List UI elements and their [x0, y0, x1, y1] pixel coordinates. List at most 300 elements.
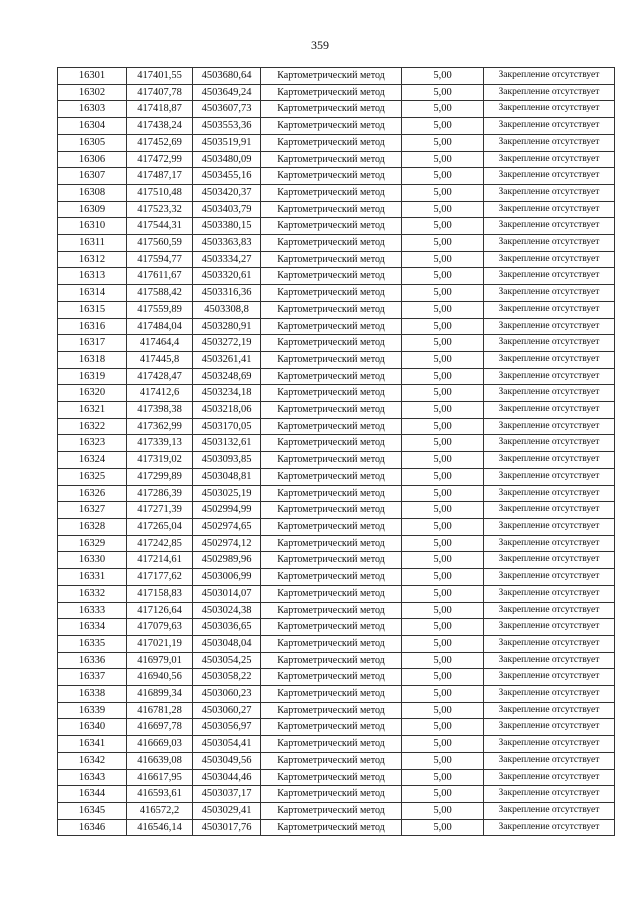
method-cell: Картометрический метод	[261, 218, 402, 235]
fixing-cell: Закрепление отсутствует	[484, 468, 615, 485]
y-coordinate-cell: 4503044,46	[193, 769, 261, 786]
table-row	[58, 351, 615, 368]
y-coordinate-cell: 4503455,16	[193, 168, 261, 185]
method-cell: Картометрический метод	[261, 585, 402, 602]
method-cell: Картометрический метод	[261, 452, 402, 469]
point-number-cell: 16346	[58, 819, 127, 836]
point-number-cell: 16333	[58, 602, 127, 619]
x-coordinate-cell: 417362,99	[127, 418, 193, 435]
x-coordinate-cell: 416669,03	[127, 736, 193, 753]
method-cell: Картометрический метод	[261, 686, 402, 703]
fixing-cell: Закрепление отсутствует	[484, 569, 615, 586]
y-coordinate-cell: 4503048,04	[193, 635, 261, 652]
fixing-cell: Закрепление отсутствует	[484, 619, 615, 636]
y-coordinate-cell: 4503320,61	[193, 268, 261, 285]
point-number-cell: 16322	[58, 418, 127, 435]
accuracy-cell: 5,00	[402, 218, 484, 235]
y-coordinate-cell: 4503420,37	[193, 184, 261, 201]
point-number-cell: 16309	[58, 201, 127, 218]
point-number-cell: 16328	[58, 518, 127, 535]
x-coordinate-cell: 417319,02	[127, 452, 193, 469]
point-number-cell: 16305	[58, 134, 127, 151]
x-coordinate-cell: 416899,34	[127, 686, 193, 703]
y-coordinate-cell: 4503363,83	[193, 235, 261, 252]
method-cell: Картометрический метод	[261, 602, 402, 619]
point-number-cell: 16336	[58, 652, 127, 669]
x-coordinate-cell: 417559,89	[127, 301, 193, 318]
fixing-cell: Закрепление отсутствует	[484, 218, 615, 235]
point-number-cell: 16334	[58, 619, 127, 636]
accuracy-cell: 5,00	[402, 569, 484, 586]
y-coordinate-cell: 4503334,27	[193, 251, 261, 268]
point-number-cell: 16327	[58, 502, 127, 519]
accuracy-cell: 5,00	[402, 151, 484, 168]
accuracy-cell: 5,00	[402, 468, 484, 485]
fixing-cell: Закрепление отсутствует	[484, 686, 615, 703]
fixing-cell: Закрепление отсутствует	[484, 235, 615, 252]
accuracy-cell: 5,00	[402, 702, 484, 719]
method-cell: Картометрический метод	[261, 719, 402, 736]
point-number-cell: 16325	[58, 468, 127, 485]
y-coordinate-cell: 4503308,8	[193, 301, 261, 318]
method-cell: Картометрический метод	[261, 385, 402, 402]
point-number-cell: 16331	[58, 569, 127, 586]
coordinates-table	[57, 67, 615, 836]
table-row	[58, 184, 615, 201]
method-cell: Картометрический метод	[261, 819, 402, 836]
fixing-cell: Закрепление отсутствует	[484, 819, 615, 836]
fixing-cell: Закрепление отсутствует	[484, 786, 615, 803]
y-coordinate-cell: 4503060,23	[193, 686, 261, 703]
method-cell: Картометрический метод	[261, 569, 402, 586]
fixing-cell: Закрепление отсутствует	[484, 118, 615, 135]
method-cell: Картометрический метод	[261, 619, 402, 636]
accuracy-cell: 5,00	[402, 686, 484, 703]
method-cell: Картометрический метод	[261, 786, 402, 803]
point-number-cell: 16344	[58, 786, 127, 803]
x-coordinate-cell: 417452,69	[127, 134, 193, 151]
fixing-cell: Закрепление отсутствует	[484, 502, 615, 519]
accuracy-cell: 5,00	[402, 635, 484, 652]
accuracy-cell: 5,00	[402, 402, 484, 419]
x-coordinate-cell: 417510,48	[127, 184, 193, 201]
point-number-cell: 16340	[58, 719, 127, 736]
table-row	[58, 285, 615, 302]
table-row	[58, 235, 615, 252]
table-row	[58, 585, 615, 602]
y-coordinate-cell: 4503680,64	[193, 68, 261, 85]
y-coordinate-cell: 4503380,15	[193, 218, 261, 235]
method-cell: Картометрический метод	[261, 736, 402, 753]
fixing-cell: Закрепление отсутствует	[484, 84, 615, 101]
accuracy-cell: 5,00	[402, 602, 484, 619]
table-row	[58, 719, 615, 736]
accuracy-cell: 5,00	[402, 802, 484, 819]
fixing-cell: Закрепление отсутствует	[484, 301, 615, 318]
table-row	[58, 619, 615, 636]
point-number-cell: 16304	[58, 118, 127, 135]
accuracy-cell: 5,00	[402, 452, 484, 469]
x-coordinate-cell: 417445,8	[127, 351, 193, 368]
method-cell: Картометрический метод	[261, 351, 402, 368]
table-row	[58, 569, 615, 586]
method-cell: Картометрический метод	[261, 118, 402, 135]
coordinates-table-body	[58, 68, 615, 836]
point-number-cell: 16330	[58, 552, 127, 569]
accuracy-cell: 5,00	[402, 351, 484, 368]
y-coordinate-cell: 4503480,09	[193, 151, 261, 168]
accuracy-cell: 5,00	[402, 268, 484, 285]
method-cell: Картометрический метод	[261, 418, 402, 435]
y-coordinate-cell: 4503234,18	[193, 385, 261, 402]
table-row	[58, 134, 615, 151]
point-number-cell: 16319	[58, 368, 127, 385]
y-coordinate-cell: 4503132,61	[193, 435, 261, 452]
x-coordinate-cell: 416979,01	[127, 652, 193, 669]
point-number-cell: 16335	[58, 635, 127, 652]
point-number-cell: 16308	[58, 184, 127, 201]
method-cell: Картометрический метод	[261, 435, 402, 452]
point-number-cell: 16313	[58, 268, 127, 285]
method-cell: Картометрический метод	[261, 368, 402, 385]
accuracy-cell: 5,00	[402, 318, 484, 335]
table-row	[58, 485, 615, 502]
x-coordinate-cell: 417560,59	[127, 235, 193, 252]
accuracy-cell: 5,00	[402, 134, 484, 151]
method-cell: Картометрический метод	[261, 68, 402, 85]
x-coordinate-cell: 417398,38	[127, 402, 193, 419]
point-number-cell: 16332	[58, 585, 127, 602]
y-coordinate-cell: 4503403,79	[193, 201, 261, 218]
table-row	[58, 218, 615, 235]
point-number-cell: 16311	[58, 235, 127, 252]
method-cell: Картометрический метод	[261, 502, 402, 519]
y-coordinate-cell: 4503261,41	[193, 351, 261, 368]
table-row	[58, 518, 615, 535]
x-coordinate-cell: 417484,04	[127, 318, 193, 335]
x-coordinate-cell: 416572,2	[127, 802, 193, 819]
y-coordinate-cell: 4503060,27	[193, 702, 261, 719]
x-coordinate-cell: 417588,42	[127, 285, 193, 302]
method-cell: Картометрический метод	[261, 285, 402, 302]
table-row	[58, 301, 615, 318]
point-number-cell: 16316	[58, 318, 127, 335]
x-coordinate-cell: 417401,55	[127, 68, 193, 85]
method-cell: Картометрический метод	[261, 84, 402, 101]
y-coordinate-cell: 4503029,41	[193, 802, 261, 819]
x-coordinate-cell: 417286,39	[127, 485, 193, 502]
accuracy-cell: 5,00	[402, 552, 484, 569]
point-number-cell: 16337	[58, 669, 127, 686]
y-coordinate-cell: 4503056,97	[193, 719, 261, 736]
point-number-cell: 16317	[58, 335, 127, 352]
y-coordinate-cell: 4502994,99	[193, 502, 261, 519]
table-row	[58, 452, 615, 469]
y-coordinate-cell: 4503248,69	[193, 368, 261, 385]
x-coordinate-cell: 417544,31	[127, 218, 193, 235]
accuracy-cell: 5,00	[402, 719, 484, 736]
fixing-cell: Закрепление отсутствует	[484, 635, 615, 652]
point-number-cell: 16321	[58, 402, 127, 419]
accuracy-cell: 5,00	[402, 518, 484, 535]
accuracy-cell: 5,00	[402, 435, 484, 452]
point-number-cell: 16342	[58, 752, 127, 769]
table-row	[58, 168, 615, 185]
method-cell: Картометрический метод	[261, 802, 402, 819]
fixing-cell: Закрепление отсутствует	[484, 602, 615, 619]
y-coordinate-cell: 4503054,41	[193, 736, 261, 753]
accuracy-cell: 5,00	[402, 502, 484, 519]
x-coordinate-cell: 417472,99	[127, 151, 193, 168]
x-coordinate-cell: 417464,4	[127, 335, 193, 352]
x-coordinate-cell: 417418,87	[127, 101, 193, 118]
table-row	[58, 68, 615, 85]
table-row	[58, 368, 615, 385]
table-row	[58, 552, 615, 569]
table-row	[58, 786, 615, 803]
y-coordinate-cell: 4503607,73	[193, 101, 261, 118]
accuracy-cell: 5,00	[402, 184, 484, 201]
accuracy-cell: 5,00	[402, 285, 484, 302]
accuracy-cell: 5,00	[402, 585, 484, 602]
fixing-cell: Закрепление отсутствует	[484, 134, 615, 151]
y-coordinate-cell: 4503024,38	[193, 602, 261, 619]
y-coordinate-cell: 4503519,91	[193, 134, 261, 151]
accuracy-cell: 5,00	[402, 368, 484, 385]
table-row	[58, 435, 615, 452]
fixing-cell: Закрепление отсутствует	[484, 251, 615, 268]
table-row	[58, 84, 615, 101]
table-row	[58, 468, 615, 485]
y-coordinate-cell: 4502974,65	[193, 518, 261, 535]
x-coordinate-cell: 417407,78	[127, 84, 193, 101]
point-number-cell: 16307	[58, 168, 127, 185]
fixing-cell: Закрепление отсутствует	[484, 719, 615, 736]
y-coordinate-cell: 4503316,36	[193, 285, 261, 302]
point-number-cell: 16329	[58, 535, 127, 552]
table-row	[58, 602, 615, 619]
method-cell: Картометрический метод	[261, 251, 402, 268]
y-coordinate-cell: 4503014,07	[193, 585, 261, 602]
table-row	[58, 268, 615, 285]
fixing-cell: Закрепление отсутствует	[484, 736, 615, 753]
fixing-cell: Закрепление отсутствует	[484, 518, 615, 535]
table-row	[58, 418, 615, 435]
point-number-cell: 16324	[58, 452, 127, 469]
method-cell: Картометрический метод	[261, 535, 402, 552]
table-row	[58, 652, 615, 669]
method-cell: Картометрический метод	[261, 652, 402, 669]
x-coordinate-cell: 417177,62	[127, 569, 193, 586]
accuracy-cell: 5,00	[402, 235, 484, 252]
fixing-cell: Закрепление отсутствует	[484, 669, 615, 686]
x-coordinate-cell: 416781,28	[127, 702, 193, 719]
fixing-cell: Закрепление отсутствует	[484, 335, 615, 352]
table-row	[58, 535, 615, 552]
accuracy-cell: 5,00	[402, 418, 484, 435]
x-coordinate-cell: 416593,61	[127, 786, 193, 803]
point-number-cell: 16315	[58, 301, 127, 318]
point-number-cell: 16314	[58, 285, 127, 302]
point-number-cell: 16303	[58, 101, 127, 118]
x-coordinate-cell: 417126,64	[127, 602, 193, 619]
table-row	[58, 686, 615, 703]
table-row	[58, 335, 615, 352]
y-coordinate-cell: 4503006,99	[193, 569, 261, 586]
method-cell: Картометрический метод	[261, 335, 402, 352]
point-number-cell: 16339	[58, 702, 127, 719]
fixing-cell: Закрепление отсутствует	[484, 552, 615, 569]
table-row	[58, 769, 615, 786]
table-row	[58, 201, 615, 218]
method-cell: Картометрический метод	[261, 402, 402, 419]
y-coordinate-cell: 4503272,19	[193, 335, 261, 352]
accuracy-cell: 5,00	[402, 736, 484, 753]
method-cell: Картометрический метод	[261, 268, 402, 285]
fixing-cell: Закрепление отсутствует	[484, 802, 615, 819]
table-row	[58, 502, 615, 519]
table-row	[58, 118, 615, 135]
accuracy-cell: 5,00	[402, 485, 484, 502]
x-coordinate-cell: 416940,56	[127, 669, 193, 686]
accuracy-cell: 5,00	[402, 301, 484, 318]
table-row	[58, 736, 615, 753]
point-number-cell: 16345	[58, 802, 127, 819]
accuracy-cell: 5,00	[402, 769, 484, 786]
x-coordinate-cell: 417265,04	[127, 518, 193, 535]
y-coordinate-cell: 4502989,96	[193, 552, 261, 569]
accuracy-cell: 5,00	[402, 101, 484, 118]
fixing-cell: Закрепление отсутствует	[484, 418, 615, 435]
accuracy-cell: 5,00	[402, 68, 484, 85]
table-row	[58, 669, 615, 686]
table-row	[58, 702, 615, 719]
point-number-cell: 16341	[58, 736, 127, 753]
point-number-cell: 16326	[58, 485, 127, 502]
point-number-cell: 16318	[58, 351, 127, 368]
accuracy-cell: 5,00	[402, 118, 484, 135]
method-cell: Картометрический метод	[261, 134, 402, 151]
y-coordinate-cell: 4503049,56	[193, 752, 261, 769]
x-coordinate-cell: 417438,24	[127, 118, 193, 135]
x-coordinate-cell: 417523,32	[127, 201, 193, 218]
fixing-cell: Закрепление отсутствует	[484, 285, 615, 302]
y-coordinate-cell: 4503093,85	[193, 452, 261, 469]
accuracy-cell: 5,00	[402, 535, 484, 552]
table-row	[58, 802, 615, 819]
x-coordinate-cell: 417242,85	[127, 535, 193, 552]
x-coordinate-cell: 417021,19	[127, 635, 193, 652]
point-number-cell: 16343	[58, 769, 127, 786]
fixing-cell: Закрепление отсутствует	[484, 452, 615, 469]
fixing-cell: Закрепление отсутствует	[484, 268, 615, 285]
y-coordinate-cell: 4503170,05	[193, 418, 261, 435]
accuracy-cell: 5,00	[402, 84, 484, 101]
accuracy-cell: 5,00	[402, 335, 484, 352]
fixing-cell: Закрепление отсутствует	[484, 201, 615, 218]
method-cell: Картометрический метод	[261, 752, 402, 769]
table-row	[58, 819, 615, 836]
x-coordinate-cell: 417339,13	[127, 435, 193, 452]
point-number-cell: 16310	[58, 218, 127, 235]
x-coordinate-cell: 417079,63	[127, 619, 193, 636]
point-number-cell: 16302	[58, 84, 127, 101]
fixing-cell: Закрепление отсутствует	[484, 351, 615, 368]
point-number-cell: 16301	[58, 68, 127, 85]
fixing-cell: Закрепление отсутствует	[484, 184, 615, 201]
y-coordinate-cell: 4503037,17	[193, 786, 261, 803]
table-row	[58, 752, 615, 769]
method-cell: Картометрический метод	[261, 669, 402, 686]
fixing-cell: Закрепление отсутствует	[484, 402, 615, 419]
y-coordinate-cell: 4503280,91	[193, 318, 261, 335]
y-coordinate-cell: 4503025,19	[193, 485, 261, 502]
method-cell: Картометрический метод	[261, 235, 402, 252]
point-number-cell: 16320	[58, 385, 127, 402]
x-coordinate-cell: 416639,08	[127, 752, 193, 769]
fixing-cell: Закрепление отсутствует	[484, 151, 615, 168]
table-row	[58, 385, 615, 402]
x-coordinate-cell: 417271,39	[127, 502, 193, 519]
accuracy-cell: 5,00	[402, 251, 484, 268]
x-coordinate-cell: 416697,78	[127, 719, 193, 736]
y-coordinate-cell: 4503017,76	[193, 819, 261, 836]
point-number-cell: 16306	[58, 151, 127, 168]
fixing-cell: Закрепление отсутствует	[484, 435, 615, 452]
fixing-cell: Закрепление отсутствует	[484, 168, 615, 185]
point-number-cell: 16323	[58, 435, 127, 452]
method-cell: Картометрический метод	[261, 151, 402, 168]
method-cell: Картометрический метод	[261, 301, 402, 318]
x-coordinate-cell: 416546,14	[127, 819, 193, 836]
fixing-cell: Закрепление отсутствует	[484, 535, 615, 552]
table-row	[58, 635, 615, 652]
method-cell: Картометрический метод	[261, 468, 402, 485]
table-row	[58, 402, 615, 419]
accuracy-cell: 5,00	[402, 819, 484, 836]
x-coordinate-cell: 417611,67	[127, 268, 193, 285]
x-coordinate-cell: 417214,61	[127, 552, 193, 569]
x-coordinate-cell: 417428,47	[127, 368, 193, 385]
point-number-cell: 16338	[58, 686, 127, 703]
x-coordinate-cell: 417158,83	[127, 585, 193, 602]
x-coordinate-cell: 417412,6	[127, 385, 193, 402]
point-number-cell: 16312	[58, 251, 127, 268]
table-row	[58, 151, 615, 168]
y-coordinate-cell: 4503058,22	[193, 669, 261, 686]
table-row	[58, 318, 615, 335]
accuracy-cell: 5,00	[402, 201, 484, 218]
accuracy-cell: 5,00	[402, 652, 484, 669]
y-coordinate-cell: 4503218,06	[193, 402, 261, 419]
table-row	[58, 251, 615, 268]
method-cell: Картометрический метод	[261, 518, 402, 535]
method-cell: Картометрический метод	[261, 702, 402, 719]
x-coordinate-cell: 417594,77	[127, 251, 193, 268]
y-coordinate-cell: 4503054,25	[193, 652, 261, 669]
fixing-cell: Закрепление отсутствует	[484, 702, 615, 719]
fixing-cell: Закрепление отсутствует	[484, 652, 615, 669]
x-coordinate-cell: 417487,17	[127, 168, 193, 185]
fixing-cell: Закрепление отсутствует	[484, 318, 615, 335]
method-cell: Картометрический метод	[261, 184, 402, 201]
fixing-cell: Закрепление отсутствует	[484, 769, 615, 786]
fixing-cell: Закрепление отсутствует	[484, 752, 615, 769]
y-coordinate-cell: 4503048,81	[193, 468, 261, 485]
y-coordinate-cell: 4503649,24	[193, 84, 261, 101]
method-cell: Картометрический метод	[261, 101, 402, 118]
x-coordinate-cell: 416617,95	[127, 769, 193, 786]
